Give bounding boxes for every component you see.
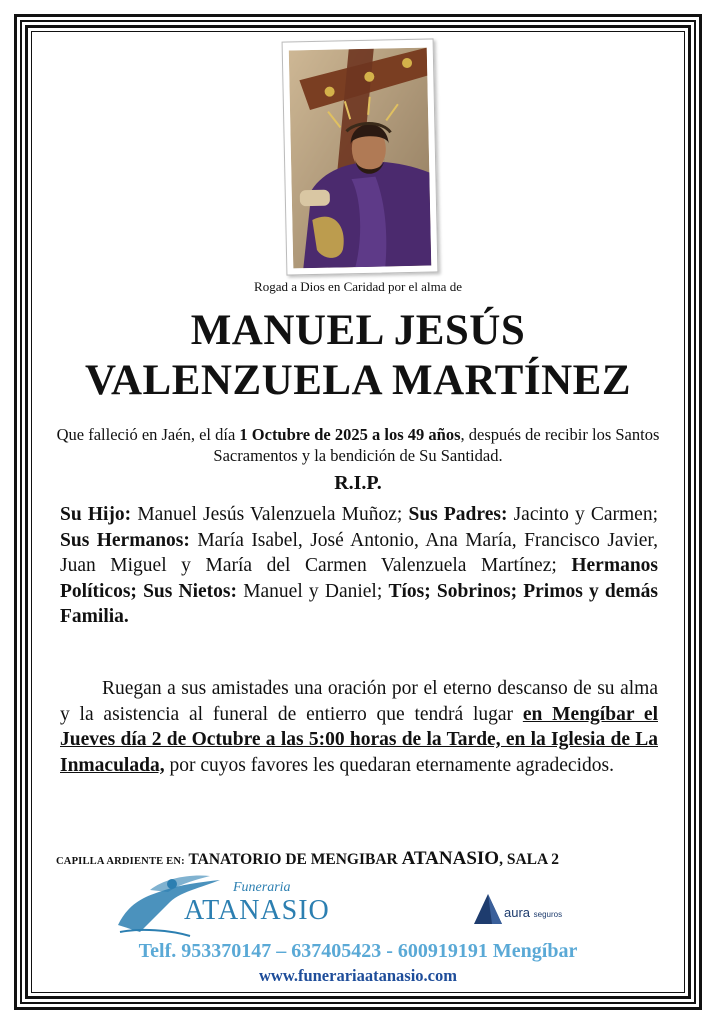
- family-label: Tíos; Sobrinos; Primos y demás Familia.: [60, 580, 658, 627]
- capilla-place: TANATORIO DE MENGIBAR: [184, 851, 402, 868]
- family-text: Jacinto y Carmen;: [507, 504, 658, 525]
- funeral-location-time: en Mengíbar el Jueves día 2 de Octubre a las 5:00 horas de la Tarde, en la Iglesia de La Inmaculada,: [60, 703, 658, 776]
- religious-image-art: [289, 48, 432, 269]
- intro-text: Rogad a Dios en Caridad por el alma de: [254, 279, 462, 294]
- aura-sub-label: seguros: [533, 910, 563, 919]
- funeral-request-pre: Ruegan a sus amistades una oración por el eterno descanso de su alma y la asistencia al funeral de entierro que tendrá lugar: [60, 678, 658, 725]
- family-list: [60, 502, 658, 630]
- aura-label: aura: [504, 905, 531, 920]
- family-text: Manuel Jesús Valenzuela Muñoz;: [131, 504, 409, 525]
- family-label: Sus Hermanos:: [60, 529, 190, 551]
- rip-heading: R.I.P.: [334, 472, 382, 494]
- capilla-label: CAPILLA ARDIENTE EN:: [56, 856, 185, 867]
- religious-image: [282, 38, 439, 275]
- deceased-name-line-2: VALENZUELA MARTÍNEZ: [84, 357, 631, 404]
- death-date-age: 1 Octubre de 2025 a los 49 años: [239, 425, 461, 444]
- deceased-name-line-1: MANUEL JESÚS: [190, 307, 526, 354]
- capilla-room: , SALA 2: [499, 851, 559, 868]
- logo-funeraria-label: Funeraria: [233, 880, 291, 895]
- website-link[interactable]: www.funerariaatanasio.com: [259, 966, 457, 985]
- death-notice: [56, 424, 660, 466]
- logo-atanasio-label: ATANASIO: [184, 895, 330, 926]
- family-text: María Isabel, José Antonio, Ana María, Francisco Javier, Juan Miguel y María del Carmen Valenzuela Martínez;: [60, 529, 658, 576]
- funeral-request: [60, 676, 658, 778]
- death-notice-post: , después de recibir los Santos Sacramentos y la bendición de Su Santidad.: [213, 425, 660, 465]
- aura-logo-text: [504, 905, 562, 920]
- contact-phones: Telf. 953370147 – 637405423 - 600919191 Mengíbar: [138, 940, 578, 962]
- family-label: Su Hijo:: [60, 504, 132, 525]
- family-label: Hermanos Políticos; Sus Nietos:: [60, 555, 658, 602]
- capilla-ardiente: [56, 848, 559, 870]
- capilla-brand: ATANASIO: [401, 848, 500, 869]
- death-notice-pre: Que falleció en Jaén, el día: [56, 425, 240, 444]
- family-label: Sus Padres:: [408, 504, 508, 525]
- funeral-request-post: por cuyos favores les quedaran eternamente agradecidos.: [164, 754, 614, 776]
- family-text: Manuel y Daniel;: [237, 580, 389, 602]
